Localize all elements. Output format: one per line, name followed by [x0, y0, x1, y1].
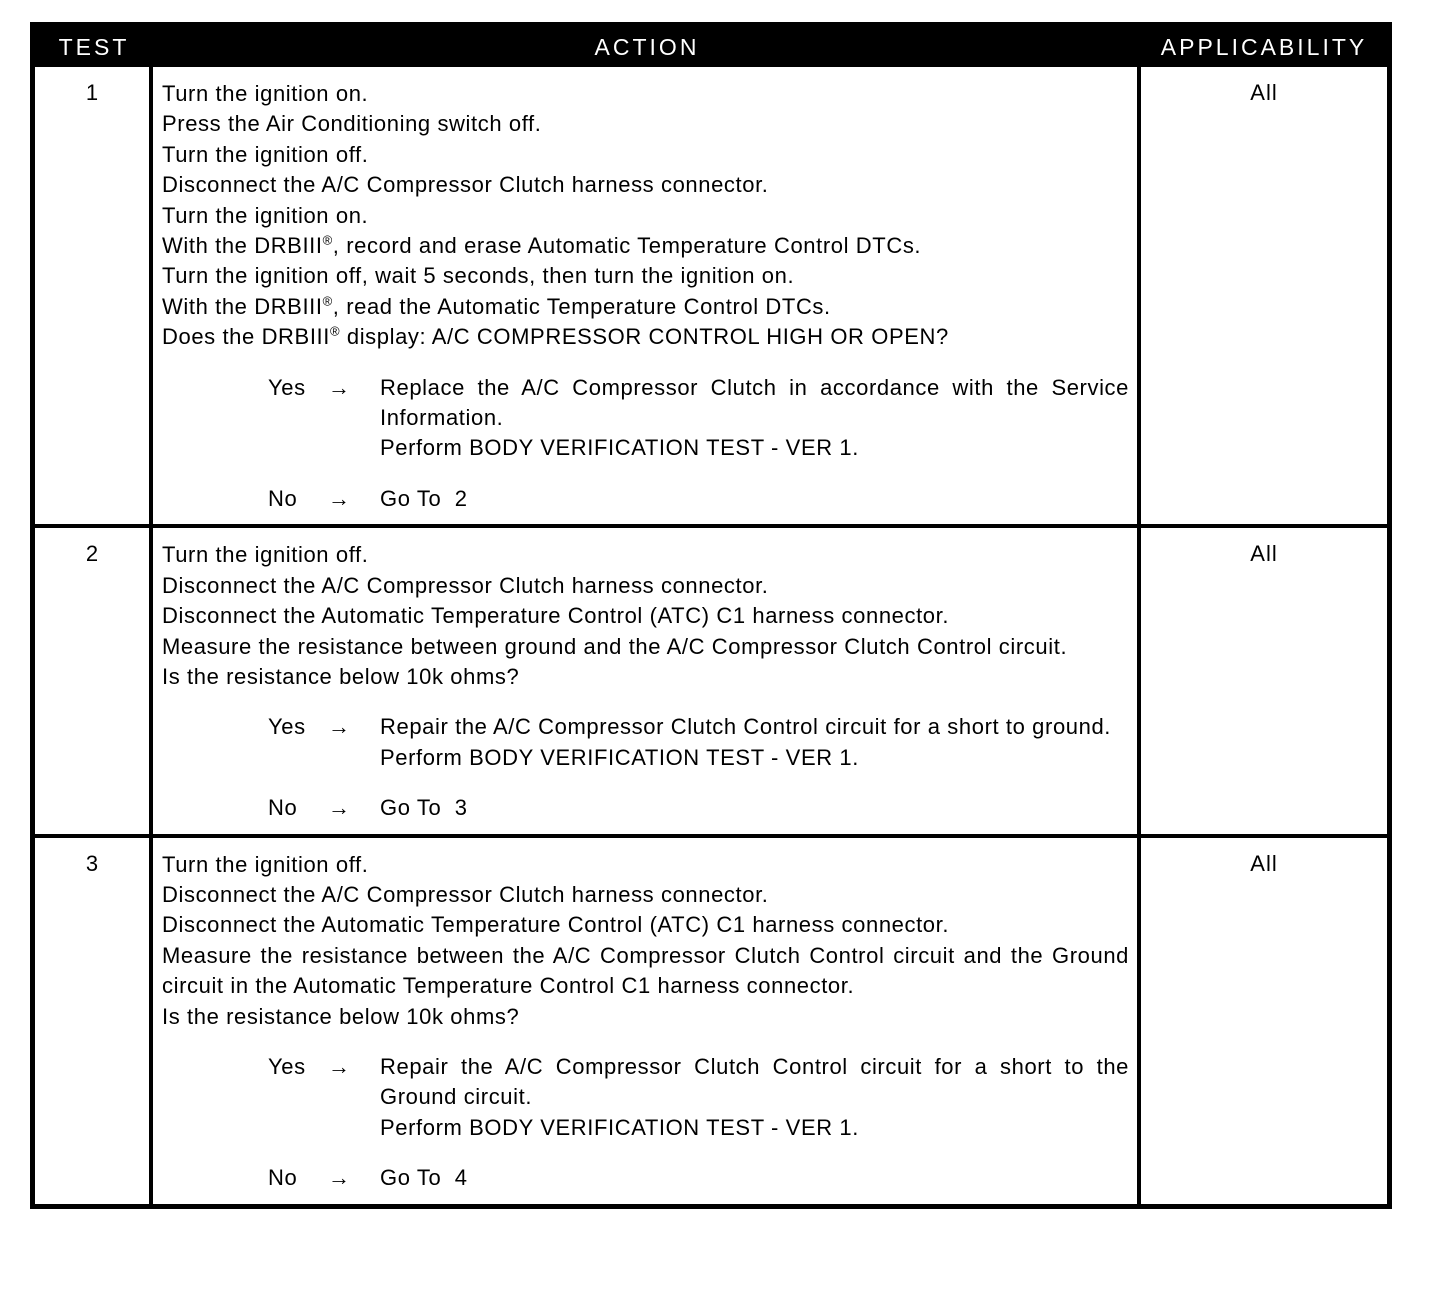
- goto-text: Go To 3: [380, 795, 468, 821]
- yes-action: [380, 373, 1129, 464]
- no-label: No: [268, 795, 298, 821]
- registered-mark: ®: [329, 323, 341, 339]
- yes-action: [380, 1052, 1129, 1143]
- applicability-cell: All: [1250, 850, 1278, 876]
- no-result: [268, 484, 1129, 514]
- header-applicability: APPLICABILITY: [1160, 33, 1368, 60]
- step-text: Disconnect the A/C Compressor Clutch harness connector.: [162, 881, 769, 907]
- yes-result: [268, 712, 1129, 773]
- arrow-icon: →: [328, 485, 351, 511]
- no-result: [268, 1163, 1129, 1193]
- table-row: [35, 524, 1387, 833]
- arrow-icon: →: [328, 374, 351, 400]
- step-text: With the DRBIII®, record and erase Automatic Temperature Control DTCs.: [162, 232, 922, 259]
- diagnostic-test-table: [30, 22, 1392, 1209]
- test-number: 1: [35, 67, 153, 524]
- action-cell: [153, 838, 1141, 1204]
- verification-text: Perform BODY VERIFICATION TEST - VER 1.: [380, 1114, 859, 1140]
- test-number: 2: [35, 528, 153, 833]
- step-text: Turn the ignition on.: [162, 81, 369, 106]
- yes-label: Yes: [268, 714, 306, 740]
- header-test: TEST: [58, 33, 130, 60]
- yes-result: [268, 373, 1129, 464]
- arrow-icon: →: [328, 795, 351, 821]
- yes-label: Yes: [268, 1053, 306, 1079]
- step-text: Is the resistance below 10k ohms?: [162, 1003, 520, 1029]
- goto-text: Go To 2: [380, 485, 468, 511]
- table-row: [35, 834, 1387, 1204]
- no-label: No: [268, 485, 298, 511]
- step-text: Turn the ignition off.: [162, 851, 369, 877]
- step-text: Disconnect the A/C Compressor Clutch harness connector.: [162, 572, 769, 598]
- step-text: Turn the ignition off, wait 5 seconds, then turn the ignition on.: [162, 263, 795, 289]
- step-text: Measure the resistance between the A/C Compressor Clutch Control circuit and the Ground circuit in the Automatic Temperature Control C1 harness connector.: [162, 942, 1136, 999]
- step-text: Disconnect the Automatic Temperature Control (ATC) C1 harness connector.: [162, 912, 950, 938]
- yes-action: [380, 712, 1129, 773]
- step-text: Turn the ignition off.: [162, 141, 369, 167]
- table-row: [35, 67, 1387, 524]
- step-text: Turn the ignition on.: [162, 202, 369, 228]
- registered-mark: ®: [322, 293, 333, 309]
- action-cell: [153, 67, 1141, 524]
- step-text: Does the DRBIII® display: A/C COMPRESSOR CONTROL HIGH OR OPEN?: [162, 323, 949, 350]
- header-action: ACTION: [594, 33, 700, 60]
- goto-text: Go To 4: [380, 1165, 468, 1191]
- arrow-icon: →: [328, 714, 351, 740]
- no-label: No: [268, 1165, 298, 1191]
- step-text: Disconnect the A/C Compressor Clutch harness connector.: [162, 172, 769, 198]
- step-text: Disconnect the Automatic Temperature Control (ATC) C1 harness connector.: [162, 603, 950, 629]
- arrow-icon: →: [328, 1053, 351, 1079]
- applicability-cell: All: [1250, 541, 1278, 567]
- yes-result: [268, 1052, 1129, 1143]
- verification-text: Perform BODY VERIFICATION TEST - VER 1.: [380, 744, 859, 770]
- step-text: Measure the resistance between ground and the A/C Compressor Clutch Control circuit.: [162, 633, 1068, 659]
- arrow-icon: →: [328, 1165, 351, 1191]
- step-text: With the DRBIII®, read the Automatic Temperature Control DTCs.: [162, 293, 831, 319]
- no-result: [268, 793, 1129, 823]
- step-text: Turn the ignition off.: [162, 542, 369, 568]
- action-cell: [153, 528, 1141, 833]
- yes-text: Repair the A/C Compressor Clutch Control circuit for a short to the Ground circuit.: [380, 1053, 1129, 1110]
- table-header: [35, 27, 1387, 67]
- yes-text: Replace the A/C Compressor Clutch in accordance with the Service Information.: [380, 374, 1129, 431]
- registered-mark: ®: [322, 232, 333, 248]
- test-number: 3: [35, 838, 153, 1204]
- step-text: Is the resistance below 10k ohms?: [162, 663, 520, 689]
- step-text: Press the Air Conditioning switch off.: [162, 111, 542, 137]
- yes-label: Yes: [268, 374, 306, 400]
- yes-text: Repair the A/C Compressor Clutch Control circuit for a short to ground.: [380, 714, 1112, 740]
- verification-text: Perform BODY VERIFICATION TEST - VER 1.: [380, 435, 859, 461]
- applicability-cell: All: [1250, 80, 1278, 105]
